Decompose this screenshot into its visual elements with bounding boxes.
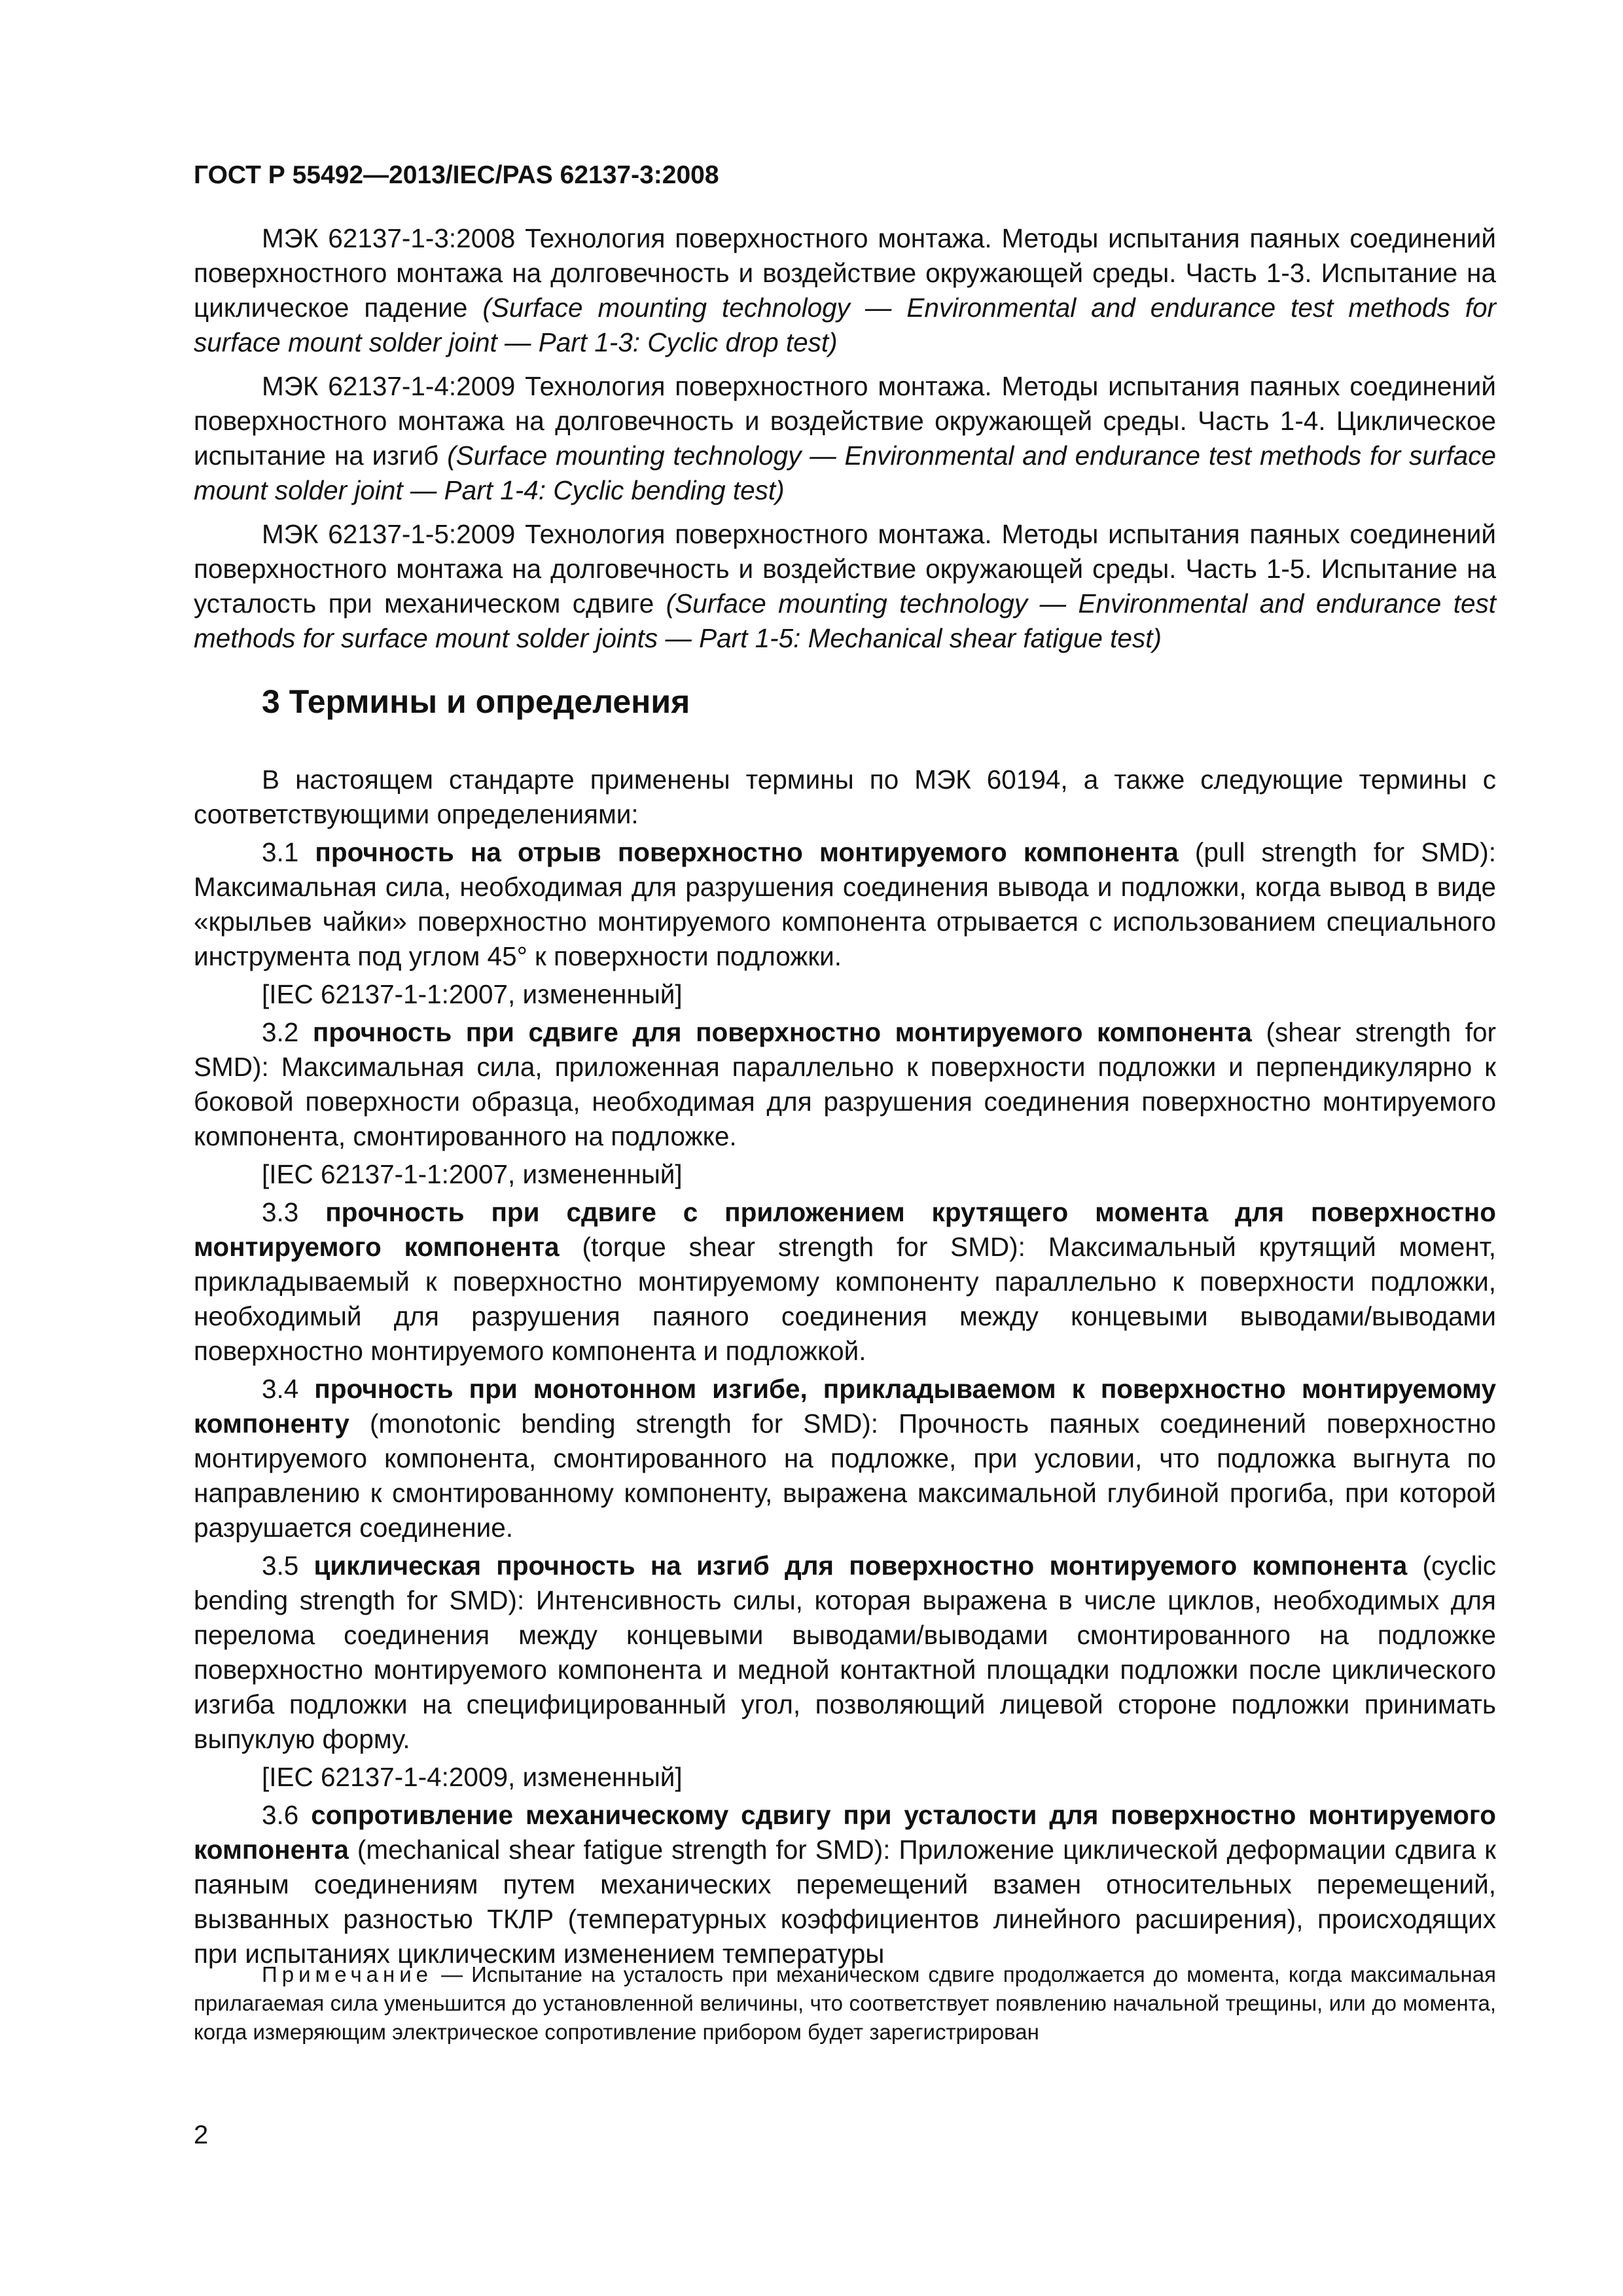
reference-text: МЭК 62137-1-3:2008 Технология поверхностного монтажа. Методы испытания паяных соединений поверхностного монтажа на долговечность и воздействие окружающей среды. Часть 1-3. Испытание на циклическое падение — [194, 223, 1496, 323]
reference-item — [194, 369, 1496, 508]
page-number: 2 — [194, 2121, 209, 2149]
term-source: [IEC 62137-1-4:2009, измененный] — [262, 1762, 683, 1792]
term-number: 3.4 — [262, 1374, 315, 1404]
reference-english-title: (Surface mounting technology — Environmental and endurance test methods for surface mount solder joint — Part 1-4: Cyclic bending test) — [194, 440, 1496, 505]
section-intro: В настоящем стандарте применены термины по МЭК 60194, а также следующие термины с соответствующими определениями: — [194, 764, 1496, 829]
term-definition: (mechanical shear fatigue strength for SMD): Приложение циклической деформации сдвига к паяным соединениям путем механических перемещений взамен относительных перемещений, вызванных разностью ТКЛР (температурных коэффициентов линейного расширения), происходящих при испытаниях циклическим изменением температуры — [194, 1835, 1496, 1969]
term-entry — [194, 1798, 1496, 1971]
reference-item — [194, 517, 1496, 656]
term-name: сопротивление механическому сдвигу при усталости для поверхностно монтируемого компонента — [194, 1800, 1496, 1865]
term-number: 3.5 — [262, 1551, 314, 1581]
term-definition: (monotonic bending strength for SMD): Прочность паяных соединений поверхностно монтируемого компонента, смонтированного на подложке, при условии, что подложка выгнута по направлению к смонтированному компоненту, выражена максимальной глубиной прогиба, при которой разрушается соединение. — [194, 1408, 1496, 1543]
term-name: прочность при сдвиге с приложением крутящего момента для поверхностно монтируемого компонента — [194, 1197, 1497, 1262]
term-name: циклическая прочность на изгиб для поверхностно монтируемого компонента — [313, 1551, 1408, 1581]
note-label: Примечание — [262, 1962, 433, 1986]
section-title: 3 Термины и определения — [262, 683, 690, 720]
term-name: прочность при монотонном изгибе, прикладываемом к поверхностно монтируемому компоненту — [194, 1374, 1496, 1439]
term-number: 3.2 — [262, 1017, 313, 1047]
reference-text: МЭК 62137-1-5:2009 Технология поверхностного монтажа. Методы испытания паяных соединений поверхностного монтажа на долговечность и воздействие окружающей среды. Часть 1-5. Испытание на усталость при механическом сдвиге — [194, 519, 1496, 619]
note-text: — Испытание на усталость при механическом сдвиге продолжается до момента, когда максимальная прилагаемая сила уменьшится до установленной величины, что соответствует появлению начальной трещины, или до момента, когда измеряющим электрическое сопротивление прибором будет зарегистрирован — [194, 1962, 1496, 2044]
reference-english-title: (Surface mounting technology — Environmental and endurance test methods for surface mount solder joint — Part 1-3: Cyclic drop test) — [194, 293, 1496, 357]
term-definition: (shear strength for SMD): Максимальная сила, приложенная параллельно к поверхности подложки и перпендикулярно к боковой поверхности образца, необходимая для разрушения соединения поверхностно монтируемого компонента, смонтированного на подложке. — [194, 1017, 1497, 1151]
note — [194, 1960, 1496, 2047]
term-definition: (cyclic bending strength for SMD): Интенсивность силы, которая выражена в числе циклов, необходимых для перелома соединения между концевыми выводами/выводами смонтированного на подложке поверхностно монтируемого компонента и медной контактной площадки подложки после циклического изгиба подложки на специфицированный угол, позволяющий лицевой стороне подложки принимать выпуклую форму. — [194, 1551, 1496, 1754]
term-entry — [194, 1372, 1496, 1545]
term-name: прочность при сдвиге для поверхностно монтируемого компонента — [312, 1017, 1252, 1047]
term-definition: (pull strength for SMD): Максимальная сила, необходимая для разрушения соединения вывода и подложки, когда вывод в виде «крыльев чайки» поверхностно монтируемого компонента отрывается с использованием специального инструмента под углом 45° к поверхности подложки. — [194, 837, 1496, 971]
term-number: 3.3 — [262, 1197, 326, 1227]
term-source: [IEC 62137-1-1:2007, измененный] — [262, 979, 683, 1009]
terms-and-definitions — [194, 762, 1496, 1975]
term-source: [IEC 62137-1-1:2007, измененный] — [262, 1159, 683, 1189]
reference-english-title: (Surface mounting technology — Environmental and endurance test methods for surface mount solder joints — Part 1-5: Mechanical shear fatigue test) — [194, 588, 1497, 653]
term-number: 3.1 — [262, 837, 315, 867]
term-entry — [194, 835, 1496, 974]
term-number: 3.6 — [262, 1800, 312, 1830]
reference-item — [194, 221, 1496, 360]
reference-text: МЭК 62137-1-4:2009 Технология поверхностного монтажа. Методы испытания паяных соединений поверхностного монтажа на долговечность и воздействие окружающей среды. Часть 1-4. Циклическое испытание на изгиб — [194, 371, 1496, 471]
term-entry — [194, 1195, 1496, 1369]
term-entry — [194, 1549, 1496, 1757]
term-entry — [194, 1015, 1496, 1154]
document-header: ГОСТ Р 55492—2013/IEC/PAS 62137-3:2008 — [194, 161, 719, 189]
term-name: прочность на отрыв поверхностно монтируемого компонента — [315, 837, 1179, 867]
normative-references — [194, 221, 1496, 665]
term-definition: (torque shear strength for SMD): Максимальный крутящий момент, прикладываемый к поверхностно монтируемому компоненту параллельно к поверхности подложки, необходимый для разрушения паяного соединения между концевыми выводами/выводами поверхностно монтируемого компонента и подложкой. — [194, 1232, 1496, 1366]
